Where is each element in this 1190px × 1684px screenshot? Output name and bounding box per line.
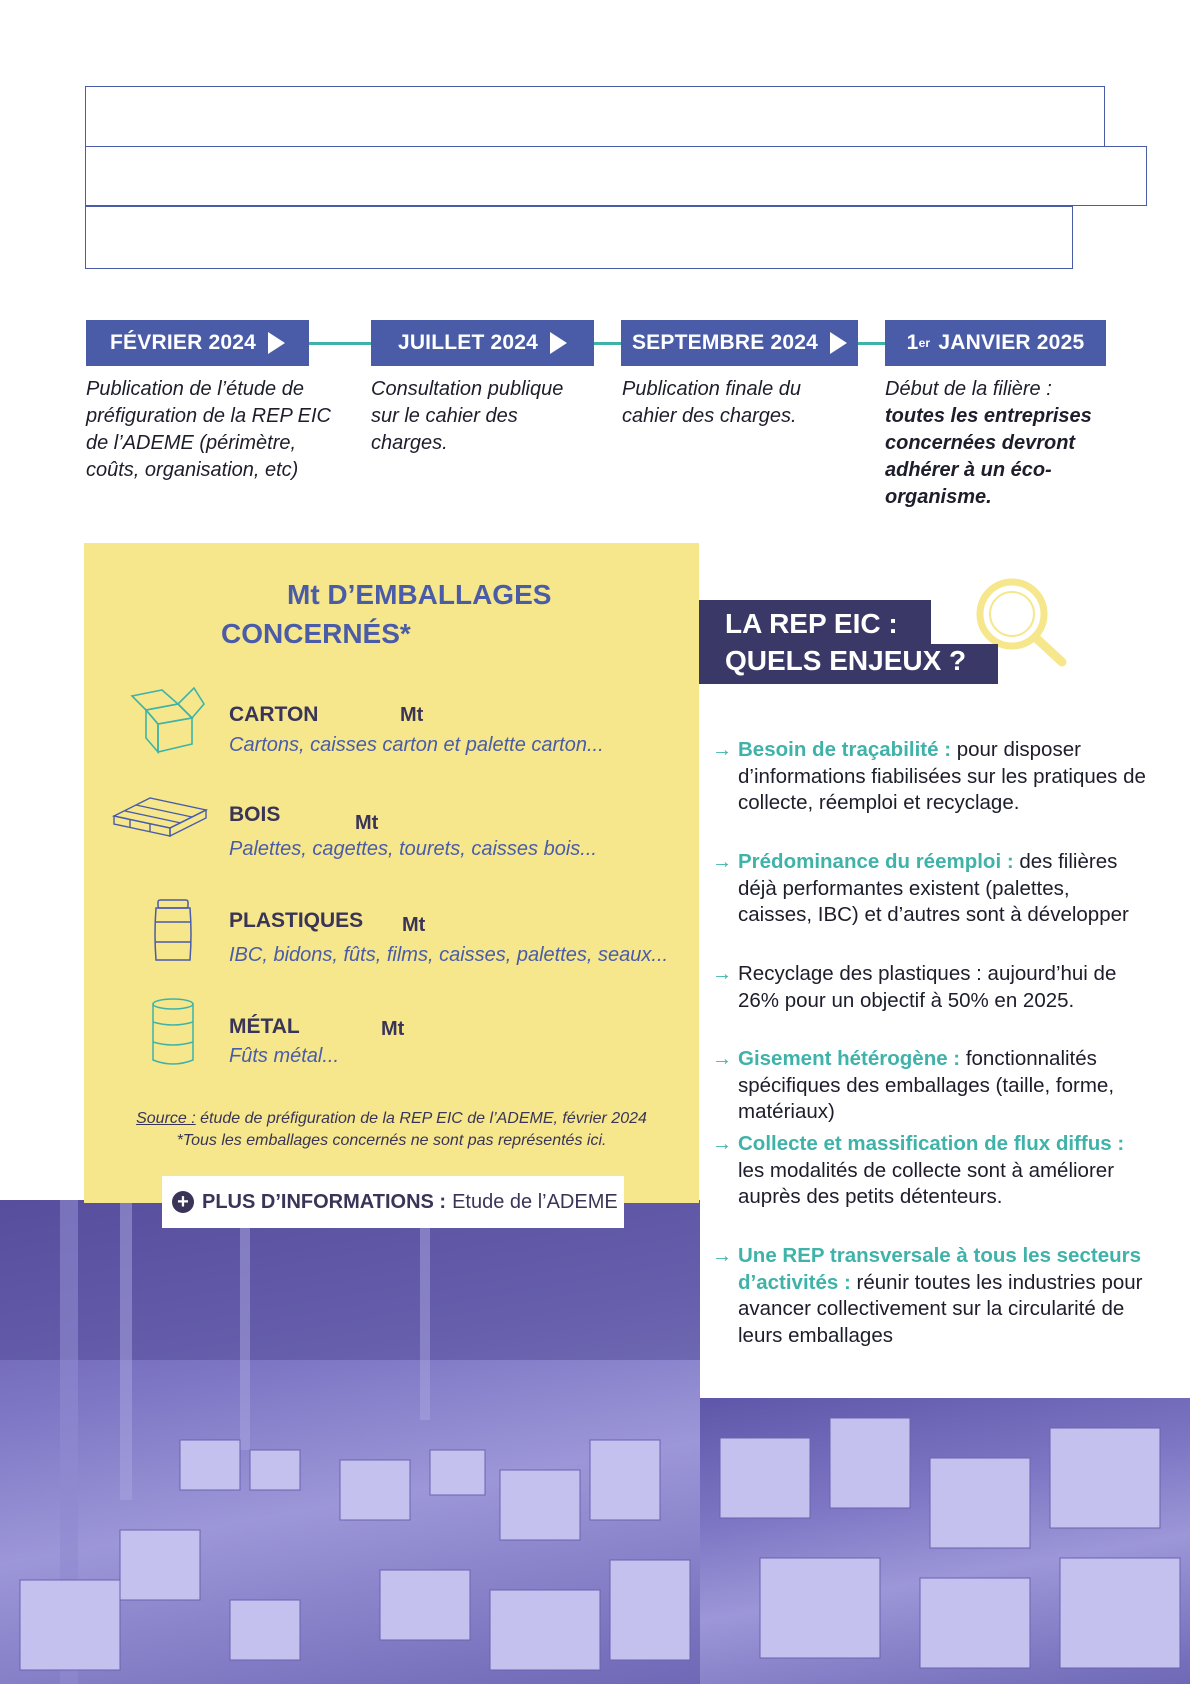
issue-item [712, 737, 1148, 817]
timeline-label-septembre [621, 320, 858, 366]
timeline-label-text: FÉVRIER 2024 [110, 331, 256, 354]
arrow-right-icon: → [712, 1133, 732, 1155]
source-note [84, 1110, 699, 1128]
top-box-1 [85, 86, 1105, 148]
metal-drum-icon [148, 996, 198, 1068]
issue-highlight: Besoin de traçabilité : [738, 738, 952, 761]
play-arrow-icon [550, 332, 567, 354]
issue-text: réunir toutes les industries pour avancer collectivement sur la circularité de leurs emballages [738, 1270, 1143, 1347]
issues-title-line1 [699, 600, 931, 644]
timeline-desc-fevrier: Publication de l’étude de préfiguration de la REP EIC de l’ADEME (périmètre, coûts, organisation, etc) [86, 378, 331, 481]
timeline-label-rest: JANVIER 2025 [932, 331, 1085, 354]
arrow-right-icon: → [712, 963, 732, 985]
arrow-right-icon: → [712, 851, 732, 873]
timeline-desc-juillet: Consultation publique sur le cahier des charges. [371, 378, 564, 454]
category-carton-unit: Mt [400, 704, 424, 726]
timeline-desc-janvier [885, 376, 1117, 511]
issue-item [712, 849, 1148, 929]
issue-item [712, 961, 1148, 1014]
category-plastiques-name: PLASTIQUES [229, 909, 364, 932]
issues-title-line1-text: LA REP EIC : [725, 608, 898, 639]
category-bois-name: BOIS [229, 803, 281, 826]
source-label: Source : [136, 1110, 196, 1127]
issues-title-line2 [699, 644, 998, 684]
plus-icon: + [172, 1191, 194, 1213]
issue-text: les modalités de collecte sont à améliorer auprès des petits détenteurs. [738, 1158, 1115, 1208]
category-carton-name: CARTON [229, 703, 319, 726]
timeline-label-fevrier [86, 320, 309, 366]
warehouse-photo [0, 1200, 700, 1684]
packaging-title-line2: CONCERNÉS* [221, 618, 411, 649]
issue-item [712, 1131, 1148, 1211]
box-icon [128, 682, 208, 754]
warehouse-photo-illustration [0, 1200, 700, 1684]
timeline-label-sup: er [918, 336, 931, 350]
timeline-label-num: 1 [906, 331, 919, 354]
issue-highlight: Une REP transversale à tous les secteurs d’activités : [738, 1244, 1141, 1294]
issues-title-line2-text: QUELS ENJEUX ? [725, 645, 967, 676]
play-arrow-icon [268, 332, 285, 354]
issue-text: des filières déjà performantes existent (palettes, caisses, IBC) et d’autres sont à développer [738, 850, 1129, 926]
more-info-link-text[interactable]: Etude de l’ADEME [452, 1190, 618, 1213]
top-box-2 [85, 146, 1147, 206]
category-bois-desc: Palettes, cagettes, tourets, caisses bois... [229, 838, 597, 860]
category-plastiques-desc: IBC, bidons, fûts, films, caisses, palettes, seaux... [229, 944, 669, 966]
timeline-label-text: JUILLET 2024 [397, 331, 539, 354]
issue-highlight: Collecte et massification de flux diffus : [738, 1132, 1125, 1155]
arrow-right-icon: → [712, 1245, 732, 1267]
issue-highlight: Gisement hétérogène : [738, 1047, 961, 1070]
more-info-link[interactable] [162, 1176, 624, 1228]
category-metal-unit: Mt [381, 1018, 405, 1040]
arrow-right-icon: → [712, 1048, 732, 1070]
timeline-desc-intro: Début de la filière : [885, 378, 1052, 400]
timeline-label-juillet [371, 320, 594, 366]
issue-item [712, 1046, 1148, 1126]
category-metal-name: MÉTAL [229, 1015, 300, 1038]
play-arrow-icon [830, 332, 847, 354]
source-text: étude de préfiguration de la REP EIC de l’ADEME, février 2024 [200, 1110, 647, 1127]
timeline-label-janvier [885, 320, 1106, 366]
category-metal-desc: Fûts métal... [229, 1045, 340, 1067]
pallet-icon [110, 792, 210, 848]
footnote: *Tous les emballages concernés ne sont pas représentés ici. [176, 1132, 607, 1149]
arrow-right-icon: → [712, 739, 732, 761]
timeline-desc-septembre: Publication finale du cahier des charges. [622, 378, 802, 427]
more-info-label: PLUS D’INFORMATIONS : [202, 1190, 447, 1213]
category-bois-unit: Mt [355, 812, 379, 834]
issue-text: fonctionnalités spécifiques des emballages (taille, forme, matériaux) [738, 1047, 1115, 1123]
packaging-title-line1: Mt D’EMBALLAGES [287, 579, 552, 610]
warehouse-photo-right [700, 1398, 1190, 1684]
category-carton-desc: Cartons, caisses carton et palette carton... [229, 734, 604, 756]
plastic-drum-icon [150, 898, 196, 964]
issue-text: pour disposer d’informations fiabilisées sur les pratiques de collecte, réemploi et recyclage. [738, 738, 1146, 814]
timeline-label-text: SEPTEMBRE 2024 [631, 331, 819, 354]
issue-highlight: Prédominance du réemploi : [738, 850, 1014, 873]
top-box-3 [85, 206, 1073, 269]
issue-text: Recyclage des plastiques : aujourd’hui de 26% pour un objectif à 50% en 2025. [738, 962, 1117, 1012]
timeline-desc-bold: toutes les entreprises concernées devront adhérer à un éco-organisme. [885, 405, 1092, 508]
issue-item [712, 1243, 1148, 1349]
warehouse-photo-right-illustration [700, 1398, 1190, 1684]
category-plastiques-unit: Mt [402, 914, 426, 936]
